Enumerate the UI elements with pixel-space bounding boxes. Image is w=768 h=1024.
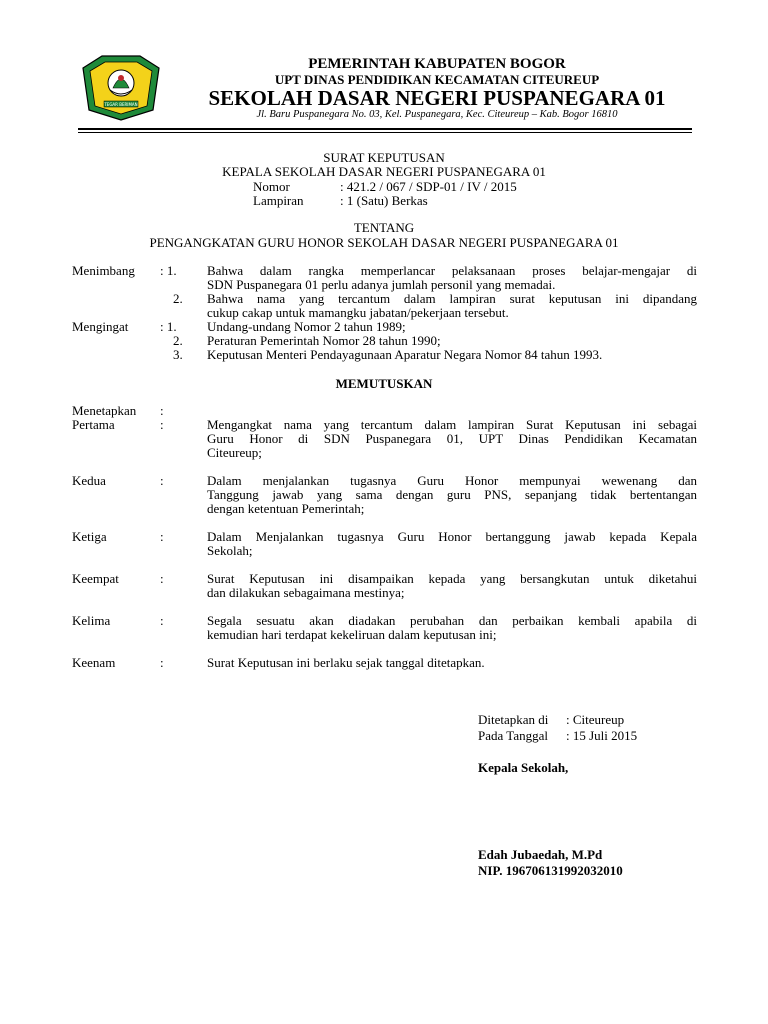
decision-2-colon: : xyxy=(160,473,164,488)
logo-motto: TEGAR BERIMAN xyxy=(104,102,138,107)
nomor-value: : 421.2 / 067 / SDP-01 / IV / 2015 xyxy=(340,179,517,194)
menimbang-item-1-number: : 1. xyxy=(160,263,177,278)
decision-6-line-1: Surat Keputusan ini berlaku sejak tanggal ditetapkan. xyxy=(207,655,485,670)
mengingat-item-1-number: : 1. xyxy=(160,319,177,334)
decision-5-line-2: kemudian hari terdapat kekeliruan dalam keputusan ini; xyxy=(207,627,497,642)
decision-3-colon: : xyxy=(160,529,164,544)
decision-6-text xyxy=(207,656,697,670)
mengingat-item-2-number: 2. xyxy=(173,333,183,348)
decision-1-colon: : xyxy=(160,417,164,432)
mengingat-item-1-text: Undang-undang Nomor 2 tahun 1989; xyxy=(207,319,406,334)
school-district-logo xyxy=(80,52,162,122)
signature-position: Kepala Sekolah, xyxy=(478,760,569,775)
decision-4-line-2: dan dilakukan sebagaimana mestinya; xyxy=(207,585,405,600)
decision-4-label: Keempat xyxy=(72,571,119,586)
signature-date-label: Pada Tanggal xyxy=(478,728,548,743)
decision-2-text xyxy=(207,474,697,516)
decree-subject: PENGANGKATAN GURU HONOR SEKOLAH DASAR NEGERI PUSPANEGARA 01 xyxy=(149,235,619,250)
decision-1-line-2: Guru Honor di SDN Puspanegara 01, UPT Dinas Pendidikan Kecamatan xyxy=(207,431,697,446)
menimbang-item-2-text xyxy=(207,292,697,320)
signature-place-value: : Citeureup xyxy=(566,712,625,727)
decision-1-label: Pertama xyxy=(72,417,115,432)
menetapkan-label: Menetapkan xyxy=(72,403,137,418)
signature-name: Edah Jubaedah, M.Pd xyxy=(478,847,603,862)
menimbang-item-1-text xyxy=(207,264,697,292)
decree-issuer: KEPALA SEKOLAH DASAR NEGERI PUSPANEGARA 01 xyxy=(222,164,546,179)
decision-5-text xyxy=(207,614,697,642)
decision-3-line-1: Dalam Menjalankan tugasnya Guru Honor bertanggung jawab kepada Kepala xyxy=(207,529,697,544)
decision-1-text xyxy=(207,418,697,460)
signature-place-label: Ditetapkan di xyxy=(478,712,549,727)
decree-title: SURAT KEPUTUSAN xyxy=(323,150,445,165)
menimbang-item-2-line-2: cukup cakap untuk mamangku jabatan/pekerjaan tersebut. xyxy=(207,305,509,320)
mengingat-item-2-text: Peraturan Pemerintah Nomor 28 tahun 1990; xyxy=(207,333,441,348)
header-address: Jl. Baru Puspanegara No. 03, Kel. Puspanegara, Kec. Citeureup – Kab. Bogor 16810 xyxy=(256,109,618,120)
header-school-name: SEKOLAH DASAR NEGERI PUSPANEGARA 01 xyxy=(208,86,666,110)
menimbang-item-1-line-1: Bahwa dalam rangka memperlancar pelaksanaan proses belajar-mengajar di xyxy=(207,263,697,278)
decision-2-line-3: dengan ketentuan Pemerintah; xyxy=(207,501,365,516)
decision-5-label: Kelima xyxy=(72,613,111,628)
memutuskan-heading: MEMUTUSKAN xyxy=(335,376,433,391)
header-department: UPT DINAS PENDIDIKAN KECAMATAN CITEUREUP xyxy=(274,72,600,87)
mengingat-item-3-text: Keputusan Menteri Pendayagunaan Aparatur Negara Nomor 84 tahun 1993. xyxy=(207,347,603,362)
signature-nip: NIP. 196706131992032010 xyxy=(478,863,623,878)
menimbang-label: Menimbang xyxy=(72,263,135,278)
decision-2-line-1: Dalam menjalankan tugasnya Guru Honor mempunyai wewenang dan xyxy=(207,473,697,488)
decision-3-text xyxy=(207,530,697,558)
decision-3-label: Ketiga xyxy=(72,529,107,544)
tentang-heading: TENTANG xyxy=(353,220,415,235)
decision-6-colon: : xyxy=(160,655,164,670)
mengingat-label: Mengingat xyxy=(72,319,129,334)
signature-date-value: : 15 Juli 2015 xyxy=(566,728,638,743)
decision-5-line-1: Segala sesuatu akan diadakan perubahan dan perbaikan kembali apabila di xyxy=(207,613,697,628)
decision-6-label: Keenam xyxy=(72,655,116,670)
decision-4-text xyxy=(207,572,697,600)
decision-2-line-2: Tanggung jawab yang sama dengan guru PNS, sepanjang tidak bertentangan xyxy=(207,487,697,502)
nomor-label: Nomor xyxy=(253,179,290,194)
decision-1-line-3: Citeureup; xyxy=(207,445,262,460)
letterhead-rule-thin xyxy=(78,132,692,133)
menimbang-item-1-line-2: SDN Puspanegara 01 perlu adanya jumlah personil yang memadai. xyxy=(207,277,556,292)
menimbang-item-2-number: 2. xyxy=(173,291,183,306)
decision-4-colon: : xyxy=(160,571,164,586)
decision-4-line-1: Surat Keputusan ini disampaikan kepada yang bersangkutan untuk diketahui xyxy=(207,571,697,586)
menimbang-item-2-line-1: Bahwa nama yang tercantum dalam lampiran surat keputusan ini dipandang xyxy=(207,291,697,306)
mengingat-item-3-number: 3. xyxy=(173,347,183,362)
header-government: PEMERINTAH KABUPATEN BOGOR xyxy=(308,56,566,72)
letterhead-rule-thick xyxy=(78,128,692,130)
decision-2-label: Kedua xyxy=(72,473,106,488)
menetapkan-colon: : xyxy=(160,403,164,418)
decision-5-colon: : xyxy=(160,613,164,628)
lampiran-value: : 1 (Satu) Berkas xyxy=(340,193,428,208)
lampiran-label: Lampiran xyxy=(253,193,304,208)
decision-3-line-2: Sekolah; xyxy=(207,543,253,558)
decision-1-line-1: Mengangkat nama yang tercantum dalam lampiran Surat Keputusan ini sebagai xyxy=(207,417,697,432)
